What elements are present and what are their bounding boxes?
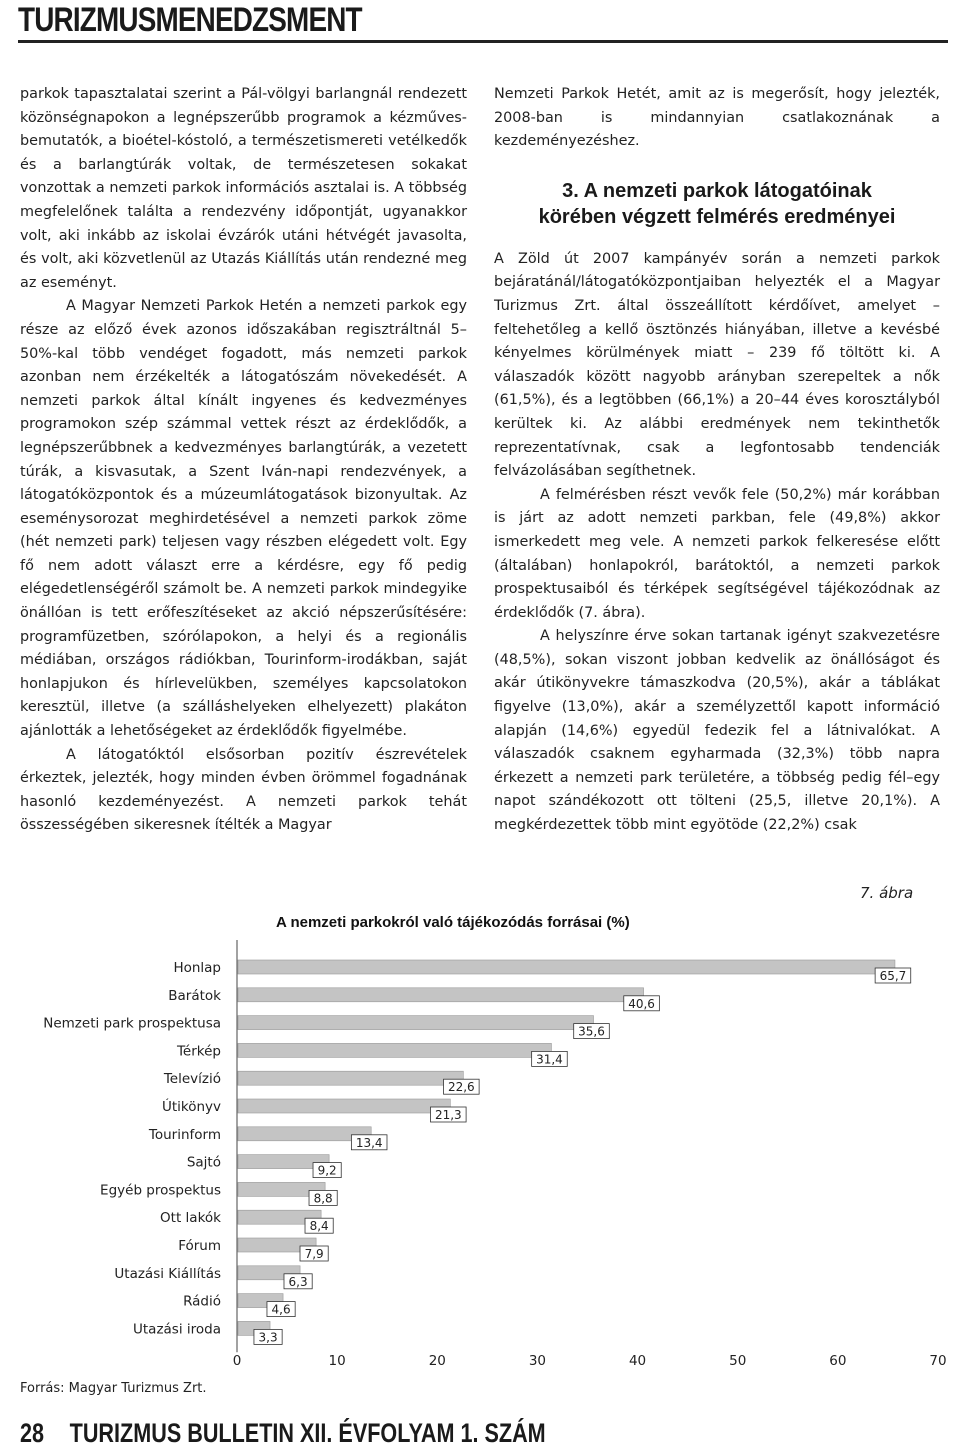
bar — [238, 1071, 463, 1085]
category-label: Egyéb prospektus — [100, 1182, 221, 1199]
category-label: Televízió — [163, 1071, 221, 1088]
x-tick-label: 50 — [729, 1353, 747, 1369]
bar — [238, 1043, 551, 1057]
left-paragraph-3: A látogatóktól elsősorban pozitív észrevételek érkeztek, jelezték, hogy minden évben örömmel fogadnának hasonló kezdeményezést. A nemzeti parkok tehát összességében sikeresnek ítélték a Magyar — [20, 746, 467, 834]
x-tick-label: 0 — [232, 1353, 242, 1369]
left-paragraph-1: parkok tapasztalatai szerint a Pál-völgyi barlangnál rendezett közönségnapokon a legnépszerűbb programok a kézműves-bemutatók, a bioétel-kóstoló, a természetismereti vetélkedők és a barlangtúrák voltak, de természetesen sokakat vonzottak a nemzeti parkok információs asztalai is. A többség megfelelőnek találta a rendezvény időpontját, ugyanakkor volt, aki inkább az iskolai évzárók utáni hétvégét javasolta, és volt, aki közvetlenül az Utazás Kiállítás után rendezné meg az eseményt. — [20, 86, 467, 291]
bar-chart — [0, 940, 960, 1370]
data-label: 21,3 — [434, 1108, 462, 1122]
category-label: Barátok — [168, 987, 221, 1004]
section-heading-line-2: körében végzett felmérés eredményei — [538, 205, 896, 228]
category-label: Ott lakók — [160, 1210, 221, 1227]
page-number: 28 — [20, 1418, 45, 1448]
x-tick-label: 10 — [328, 1353, 346, 1369]
bar — [238, 988, 644, 1002]
right-paragraph-1: A Zöld út 2007 kampányév során a nemzeti parkok bejáratánál/látogatóközpontjaiban helyezték el a Magyar Turizmus Zrt. által összeállított kérdőívet, amelyet – feltehetőleg a kellő ösztönzés hiányában, illetve a kevésbé kényelmes körülmények miatt – 239 fő töltött ki. A válaszadók között nagyobb arányban szerepeltek a nők (61,5%), és a legtöbben (66,1%) a 20–44 éves korosztályból kerültek ki. Az alábbi eredmények nem tekinthetők reprezentatívnak, csak a legfontosabb tendenciák felvázolásában segíthetnek. — [494, 250, 940, 480]
right-paragraph-3: A helyszínre érve sokan tartanak igényt szakvezetésre (48,5%), sokan viszont jobban kedvelik az önállóságot és akár útikönyvekre támaszkodva (20,5%), akár a táblákat figyelve (13,0%), akár a személyzettől kapott információ alapján (14,6%) egyedül fedezik fel a látnivalókat. A válaszadók csaknem egyharmada (32,3%) több napra érkezett a nemzeti park területére, a többség pedig fél–egy napot szándékozott ott tölteni (25,5, illetve 20,1%). A megkérdezettek több mint egyötöde (22,2%) csak — [494, 628, 940, 834]
category-label: Utazási iroda — [133, 1321, 221, 1338]
category-label: Honlap — [173, 960, 221, 976]
section-heading — [494, 178, 940, 230]
bar — [238, 1099, 450, 1113]
x-tick-label: 30 — [528, 1353, 547, 1369]
category-label: Fórum — [178, 1238, 221, 1254]
category-label: Útikönyv — [161, 1099, 221, 1115]
data-label: 9,2 — [317, 1163, 337, 1178]
right-intro-paragraph: Nemzeti Parkok Hetét, amit az is megerősít, hogy jelezték, 2008-ban is mindannyian csatlakoznának a kezdeményezéshez. — [494, 86, 940, 150]
running-head-title: TURIZMUSMENEDZSMENT — [18, 1, 362, 39]
data-label: 7,9 — [304, 1247, 324, 1261]
data-label: 35,6 — [578, 1024, 605, 1039]
data-label: 31,4 — [536, 1052, 563, 1067]
x-tick-label: 60 — [829, 1353, 847, 1369]
bar — [238, 1016, 594, 1030]
right-paragraph-2: A felmérésben részt vevők fele (50,2%) már korábban is járt az adott nemzeti parkban, fele (49,8%) akkor ismerkedett meg vele. A nemzeti parkok felkeresése előtt (általában) honlapokról, barátoktól, a nemzeti parkok prospektusaiból és térképek segítségével tájékozódnak az érdeklődők (7. ábra). — [494, 486, 940, 621]
data-label: 3,3 — [258, 1330, 278, 1345]
left-paragraph-2: A Magyar Nemzeti Parkok Hetén a nemzeti parkok egy része az előző évek azonos időszakában regisztráltnál 5–50%-kal több vendéget fogadott, más nemzeti parkok azonban nem érzékelték a látogatószám növekedését. A nemzeti parkok által kínált ingyenes és kedvezményes programokon szép számmal vettek részt az érdeklődők, a legnépszerűbbnek a kedvezményes barlangtúrák, a vezetett túrák, a kisvasutak, a Szent Iván-napi rendezvények, a látogatóközpontok és a múzeumlátogatások bizonyultak. Az eseménysorozat meghirdetésével a nemzeti parkok zöme (hét nemzeti park) teljesen vagy részben elégedett volt. Egy fő nem adott választ erre a kérdésre, egy fő pedig elégedetlenségéről számolt be. A nemzeti parkok mindegyike önállóan is tett erőfeszítéseket az akció népszerűsítésére: programfüzetben, szórólapokon, a helyi és a regionális médiában, országos rádiókban, Tourinform-irodákban, saját honlapjukon és hírlevelükben, személyes kapcsolatokon keresztül, illetve (a szálláshelyeken elhelyezett) plakáton ajánlották a lehetőségeket az érdeklődők figyelmébe. — [20, 298, 467, 740]
data-label: 40,6 — [628, 996, 655, 1011]
category-label: Sajtó — [186, 1154, 221, 1171]
category-label: Tourinform — [148, 1126, 221, 1143]
bar — [238, 960, 895, 974]
category-label: Térkép — [176, 1043, 221, 1060]
figure-label: 7. ábra — [860, 884, 914, 902]
category-label: Rádió — [183, 1293, 221, 1310]
section-heading-line-1: 3. A nemzeti parkok látogatóinak — [562, 179, 872, 202]
data-label: 4,6 — [271, 1302, 291, 1317]
x-tick-label: 70 — [929, 1353, 947, 1369]
source-note: Forrás: Magyar Turizmus Zrt. — [20, 1381, 207, 1396]
publication-title: TURIZMUS BULLETIN XII. ÉVFOLYAM 1. SZÁM — [69, 1418, 546, 1448]
data-label: 8,8 — [313, 1191, 333, 1206]
data-label: 6,3 — [288, 1274, 308, 1289]
data-label: 13,4 — [355, 1135, 383, 1150]
page-footer — [20, 1418, 546, 1449]
x-tick-label: 20 — [428, 1353, 446, 1369]
chart-title: A nemzeti parkokról való tájékozódás forrásai (%) — [276, 914, 630, 931]
x-tick-label: 40 — [628, 1353, 647, 1369]
category-label: Nemzeti park prospektusa — [43, 1015, 221, 1032]
category-label: Utazási Kiállítás — [114, 1265, 221, 1282]
data-label: 8,4 — [309, 1219, 329, 1234]
data-label: 65,7 — [879, 969, 907, 983]
header-rule — [18, 40, 948, 43]
right-column — [494, 83, 940, 838]
page-header — [18, 0, 948, 44]
left-column — [20, 83, 467, 838]
data-label: 22,6 — [447, 1080, 475, 1095]
